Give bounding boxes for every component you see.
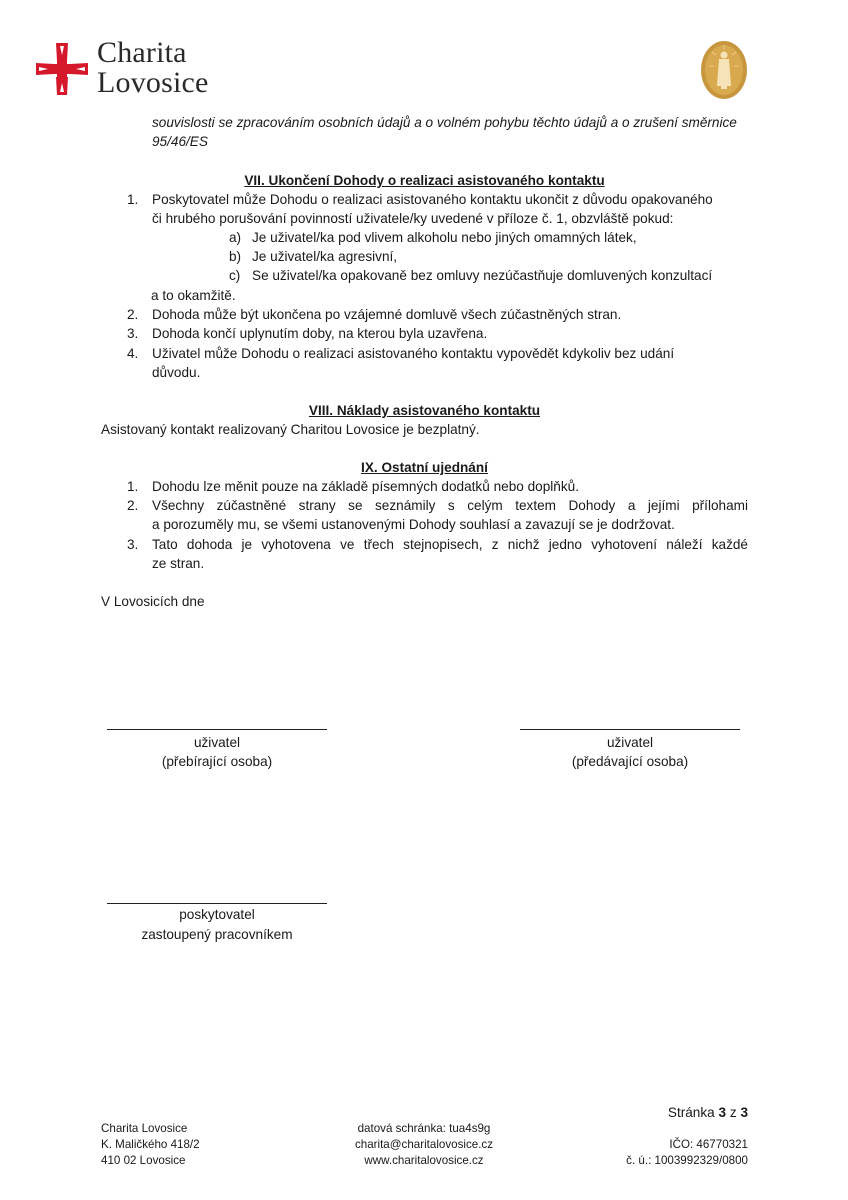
- signature-provider-detail: zastoupený pracovníkem: [141, 927, 293, 942]
- section7-item4-line1: Uživatel může Dohodu o realizaci asistovaného kontaktu vypovědět kdykoliv bez udání: [152, 346, 675, 361]
- footer-left: [101, 1121, 200, 1169]
- footer-ico: IČO: 46770321: [669, 1138, 748, 1151]
- section9-item3: [152, 535, 748, 573]
- section7-item1-number: 1.: [127, 192, 139, 207]
- org-name-line1: Charita: [97, 36, 187, 69]
- section7-title: VII. Ukončení Dohody o realizaci asistovaného kontaktu: [244, 173, 605, 188]
- section9-item2-line1: Všechny zúčastněné strany se seznámily s celým textem Dohody a jejími přílohami: [152, 498, 748, 513]
- signature-line-provider: [107, 903, 327, 904]
- subitem-b-text: Je uživatel/ka agresivní,: [252, 249, 398, 264]
- page-number-prefix: Stránka: [667, 1105, 715, 1120]
- page-number-total: 3: [740, 1105, 748, 1120]
- section7-item3-text: Dohoda končí uplynutím doby, na kterou byla uzavřena.: [152, 326, 488, 341]
- footer-account: č. ú.: 1003992329/0800: [626, 1154, 748, 1167]
- signature-right-role: uživatel: [606, 735, 654, 750]
- place-date-label: V Lovosicích dne: [101, 594, 205, 609]
- signature-left-role: uživatel: [193, 735, 241, 750]
- org-name-line2: Lovosice: [97, 66, 209, 99]
- footer-org-name: Charita Lovosice: [101, 1122, 188, 1135]
- section9-item2: [152, 496, 748, 534]
- subitem-c-letter: c): [229, 268, 241, 283]
- organization-logo-text: [97, 38, 209, 98]
- signature-line-left: [107, 729, 327, 730]
- section9-item1-text: Dohodu lze měnit pouze na základě písemných dodatků nebo doplňků.: [152, 479, 579, 494]
- signature-line-right: [520, 729, 740, 730]
- section7-item4-number: 4.: [127, 346, 139, 361]
- subitem-a-text: Je uživatel/ka pod vlivem alkoholu nebo jiných omamných látek,: [252, 230, 637, 245]
- section7-item2-number: 2.: [127, 307, 139, 322]
- section9-item2-line2: a porozuměly mu, se všemi ustanovenými Dohody souhlasí a zavazují se je dodržovat.: [152, 517, 675, 533]
- footer-databox: datová schránka: tua4s9g: [357, 1122, 491, 1135]
- section9-title: IX. Ostatní ujednání: [361, 460, 488, 475]
- signature-right-detail: (předávající osoba): [571, 754, 689, 769]
- footer-right: [626, 1121, 748, 1169]
- section7-item4-line2: důvodu.: [152, 365, 201, 381]
- caritas-cross-icon: [34, 41, 90, 97]
- section7-item2-text: Dohoda může být ukončena po vzájemné domluvě všech zúčastněných stran.: [152, 307, 622, 322]
- section9-item3-number: 3.: [127, 537, 139, 552]
- footer-right-blank: [626, 1121, 748, 1137]
- footer-center: [300, 1121, 548, 1169]
- section9-item3-line1: Tato dohoda je vyhotovena ve třech stejnopisech, z nichž jedno vyhotovení náleží každé: [152, 537, 748, 552]
- signature-provider-role: poskytovatel: [179, 907, 255, 922]
- page-number-separator: z: [729, 1105, 737, 1120]
- subitem-continuation: a to okamžitě.: [151, 288, 236, 303]
- signature-left-detail: (přebírající osoba): [161, 754, 273, 769]
- footer-email[interactable]: charita@charitalovosice.cz: [354, 1138, 494, 1151]
- intro-line2: 95/46/ES: [152, 134, 208, 150]
- footer-website[interactable]: www.charitalovosice.cz: [364, 1154, 484, 1167]
- madonna-seal-icon: [700, 40, 748, 100]
- section7-item3-number: 3.: [127, 326, 139, 341]
- section9-item3-line2: ze stran.: [152, 556, 205, 572]
- subitem-a-letter: a): [229, 230, 242, 245]
- section7-item1-line1: Poskytovatel může Dohodu o realizaci asistovaného kontaktu ukončit z důvodu opakovaného: [152, 192, 713, 207]
- footer-city: 410 02 Lovosice: [101, 1154, 186, 1167]
- section9-item1-number: 1.: [127, 479, 139, 494]
- section7-item1: [152, 190, 748, 228]
- section7-item1-line2: či hrubého porušování povinností uživatele/ky uvedené v příloze č. 1, obzvláště pokud:: [152, 211, 674, 227]
- section8-text: Asistovaný kontakt realizovaný Charitou Lovosice je bezplatný.: [101, 422, 480, 437]
- intro-line1: souvislosti se zpracováním osobních údajů a o volném pohybu těchto údajů a o zrušení směrnice: [152, 115, 737, 130]
- section9-item2-number: 2.: [127, 498, 139, 513]
- intro-continuation: [152, 113, 748, 151]
- subitem-c-text: Se uživatel/ka opakovaně bez omluvy nezúčastňuje domluvených konzultací: [252, 268, 713, 283]
- subitem-b-letter: b): [229, 249, 242, 264]
- section8-title: VIII. Náklady asistovaného kontaktu: [308, 403, 541, 418]
- footer-street: K. Maličkého 418/2: [101, 1138, 200, 1151]
- section7-item4: [152, 344, 748, 382]
- page-number: [668, 1103, 748, 1122]
- page-number-current: 3: [718, 1105, 727, 1120]
